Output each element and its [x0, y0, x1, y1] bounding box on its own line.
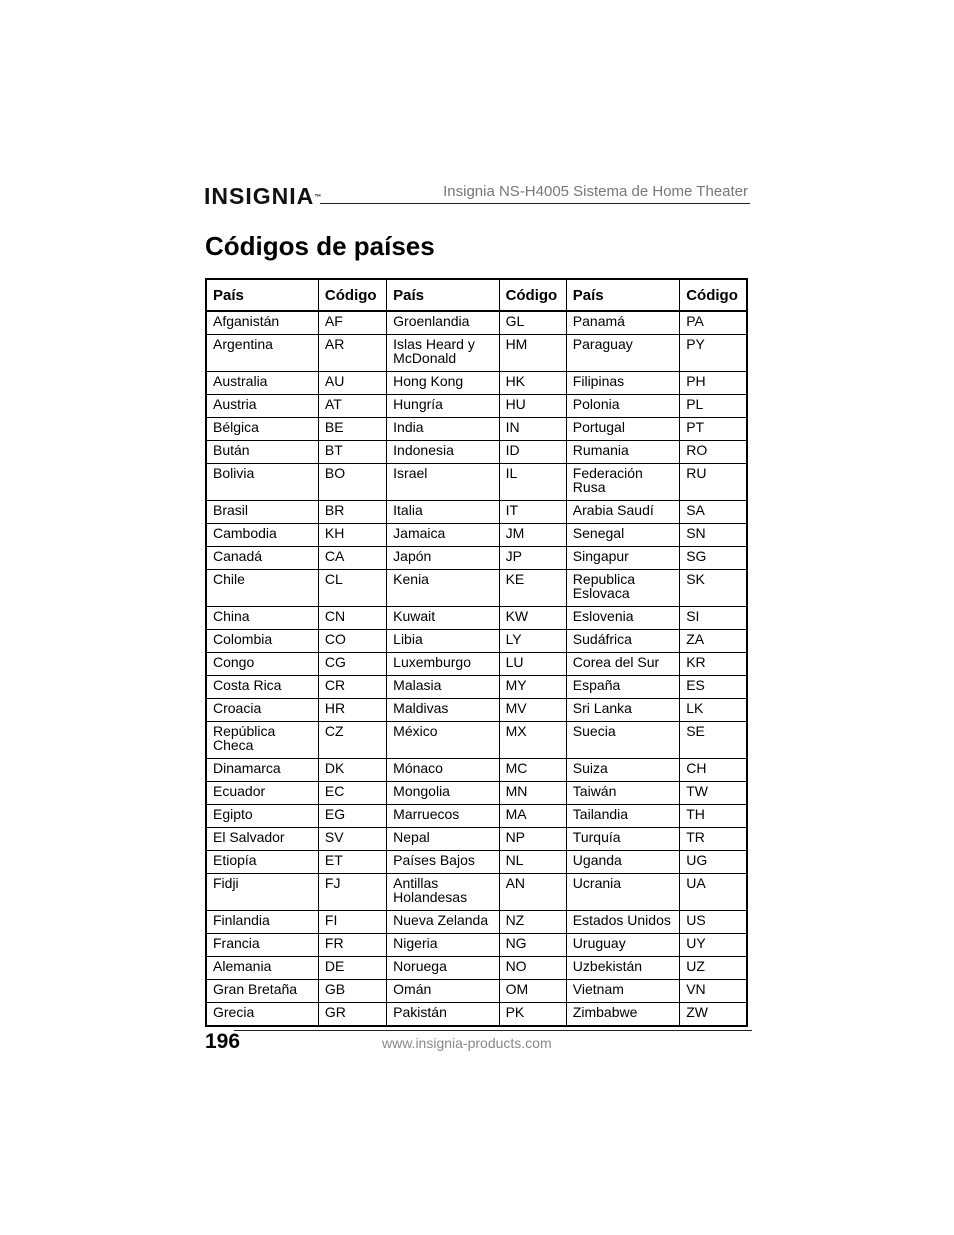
country-code-cell: TW — [680, 782, 747, 805]
country-name-cell: Uganda — [566, 851, 679, 874]
column-header-pais: País — [566, 279, 679, 311]
country-code-cell: HK — [499, 372, 566, 395]
country-code-cell: SI — [680, 607, 747, 630]
country-code-cell: KE — [499, 570, 566, 607]
table-row — [206, 805, 747, 828]
country-name-cell: Portugal — [566, 418, 679, 441]
country-name-cell: Tailandia — [566, 805, 679, 828]
country-name-cell: Luxemburgo — [387, 653, 499, 676]
country-code-cell: PL — [680, 395, 747, 418]
country-code-cell: PK — [499, 1003, 566, 1027]
country-code-cell: JM — [499, 524, 566, 547]
table-row — [206, 524, 747, 547]
trademark-symbol: ™ — [314, 194, 322, 201]
table-row — [206, 851, 747, 874]
country-name-cell: Noruega — [387, 957, 499, 980]
country-name-cell: Alemania — [206, 957, 318, 980]
country-code-cell: IL — [499, 464, 566, 501]
footer-url: www.insignia-products.com — [382, 1035, 552, 1051]
country-code-cell: FR — [318, 934, 386, 957]
country-name-cell: Omán — [387, 980, 499, 1003]
country-code-cell: SG — [680, 547, 747, 570]
country-name-cell: Suecia — [566, 722, 679, 759]
country-codes-table — [205, 278, 748, 1027]
country-name-cell: Bélgica — [206, 418, 318, 441]
table-row — [206, 464, 747, 501]
country-name-cell: Países Bajos — [387, 851, 499, 874]
country-code-cell: NZ — [499, 911, 566, 934]
table-row — [206, 570, 747, 607]
country-code-cell: CL — [318, 570, 386, 607]
country-name-cell: Ecuador — [206, 782, 318, 805]
country-name-cell: Corea del Sur — [566, 653, 679, 676]
table-row — [206, 957, 747, 980]
country-name-cell: Eslovenia — [566, 607, 679, 630]
table-row — [206, 653, 747, 676]
country-code-cell: HM — [499, 335, 566, 372]
column-header-codigo: Código — [318, 279, 386, 311]
country-code-cell: MA — [499, 805, 566, 828]
country-code-cell: NP — [499, 828, 566, 851]
table-row — [206, 676, 747, 699]
country-code-cell: MC — [499, 759, 566, 782]
country-code-cell: FJ — [318, 874, 386, 911]
table-row — [206, 1003, 747, 1027]
country-name-cell: Afganistán — [206, 311, 318, 335]
country-name-cell: Sri Lanka — [566, 699, 679, 722]
country-name-cell: México — [387, 722, 499, 759]
country-code-cell: UZ — [680, 957, 747, 980]
country-name-cell: Croacia — [206, 699, 318, 722]
country-name-cell: Singapur — [566, 547, 679, 570]
country-name-cell: El Salvador — [206, 828, 318, 851]
country-code-cell: GR — [318, 1003, 386, 1027]
country-code-cell: RO — [680, 441, 747, 464]
country-name-cell: Taiwán — [566, 782, 679, 805]
country-name-cell: Bután — [206, 441, 318, 464]
country-name-cell: Mónaco — [387, 759, 499, 782]
country-name-cell: Grecia — [206, 1003, 318, 1027]
country-name-cell: Estados Unidos — [566, 911, 679, 934]
country-code-cell: NO — [499, 957, 566, 980]
country-code-cell: FI — [318, 911, 386, 934]
country-name-cell: Australia — [206, 372, 318, 395]
logo-text: INSIGNIA — [204, 183, 315, 209]
country-name-cell: Malasia — [387, 676, 499, 699]
country-code-cell: RU — [680, 464, 747, 501]
country-code-cell: NG — [499, 934, 566, 957]
country-code-cell: PA — [680, 311, 747, 335]
table-row — [206, 607, 747, 630]
country-name-cell: Marruecos — [387, 805, 499, 828]
country-code-cell: JP — [499, 547, 566, 570]
country-name-cell: Uruguay — [566, 934, 679, 957]
country-name-cell: Costa Rica — [206, 676, 318, 699]
country-code-cell: PT — [680, 418, 747, 441]
country-code-cell: PH — [680, 372, 747, 395]
country-code-cell: MY — [499, 676, 566, 699]
country-code-cell: BO — [318, 464, 386, 501]
country-name-cell: Kenia — [387, 570, 499, 607]
country-name-cell: Polonia — [566, 395, 679, 418]
footer-rule — [234, 1030, 752, 1031]
country-code-cell: MN — [499, 782, 566, 805]
table-row — [206, 828, 747, 851]
country-code-cell: ID — [499, 441, 566, 464]
country-name-cell: Nepal — [387, 828, 499, 851]
country-code-cell: IT — [499, 501, 566, 524]
table-row — [206, 980, 747, 1003]
country-code-cell: KW — [499, 607, 566, 630]
country-code-cell: ET — [318, 851, 386, 874]
country-name-cell: Kuwait — [387, 607, 499, 630]
country-name-cell: Brasil — [206, 501, 318, 524]
country-name-cell: Congo — [206, 653, 318, 676]
table-row — [206, 911, 747, 934]
table-row — [206, 759, 747, 782]
country-name-cell: Hungría — [387, 395, 499, 418]
country-name-cell: Republica Eslovaca — [566, 570, 679, 607]
country-code-cell: BR — [318, 501, 386, 524]
country-name-cell: Hong Kong — [387, 372, 499, 395]
table-row — [206, 441, 747, 464]
country-code-cell: EC — [318, 782, 386, 805]
country-name-cell: Japón — [387, 547, 499, 570]
country-name-cell: China — [206, 607, 318, 630]
country-name-cell: Gran Bretaña — [206, 980, 318, 1003]
table-header-row — [206, 279, 747, 311]
country-name-cell: Jamaica — [387, 524, 499, 547]
country-code-cell: UG — [680, 851, 747, 874]
table-body — [206, 311, 747, 1026]
country-name-cell: Argentina — [206, 335, 318, 372]
country-code-cell: SA — [680, 501, 747, 524]
column-header-codigo: Código — [680, 279, 747, 311]
header-rule — [320, 203, 750, 204]
country-code-cell: CG — [318, 653, 386, 676]
column-header-pais: País — [206, 279, 318, 311]
country-name-cell: Uzbekistán — [566, 957, 679, 980]
country-code-cell: KR — [680, 653, 747, 676]
country-code-cell: LY — [499, 630, 566, 653]
country-name-cell: Nueva Zelanda — [387, 911, 499, 934]
country-name-cell: Ucrania — [566, 874, 679, 911]
country-code-cell: OM — [499, 980, 566, 1003]
table-row — [206, 782, 747, 805]
country-name-cell: Pakistán — [387, 1003, 499, 1027]
column-header-pais: País — [387, 279, 499, 311]
country-code-cell: GB — [318, 980, 386, 1003]
country-name-cell: España — [566, 676, 679, 699]
country-code-cell: AF — [318, 311, 386, 335]
country-name-cell: Fidji — [206, 874, 318, 911]
country-name-cell: Francia — [206, 934, 318, 957]
table-row — [206, 722, 747, 759]
table-row — [206, 372, 747, 395]
country-name-cell: Libia — [387, 630, 499, 653]
country-code-cell: CA — [318, 547, 386, 570]
header-title: Insignia NS-H4005 Sistema de Home Theater — [443, 183, 748, 200]
country-code-cell: ZA — [680, 630, 747, 653]
table-row — [206, 934, 747, 957]
table-row — [206, 874, 747, 911]
country-name-cell: Sudáfrica — [566, 630, 679, 653]
country-name-cell: Zimbabwe — [566, 1003, 679, 1027]
country-code-cell: KH — [318, 524, 386, 547]
country-code-cell: AN — [499, 874, 566, 911]
country-code-cell: US — [680, 911, 747, 934]
country-code-cell: MX — [499, 722, 566, 759]
country-name-cell: Arabia Saudí — [566, 501, 679, 524]
country-name-cell: Dinamarca — [206, 759, 318, 782]
country-name-cell: Rumania — [566, 441, 679, 464]
country-name-cell: Chile — [206, 570, 318, 607]
country-code-cell: GL — [499, 311, 566, 335]
country-code-cell: SV — [318, 828, 386, 851]
country-code-cell: MV — [499, 699, 566, 722]
table-header — [206, 279, 747, 311]
table-row — [206, 630, 747, 653]
country-code-cell: LK — [680, 699, 747, 722]
country-name-cell: Antillas Holandesas — [387, 874, 499, 911]
column-header-codigo: Código — [499, 279, 566, 311]
country-code-cell: CO — [318, 630, 386, 653]
country-name-cell: India — [387, 418, 499, 441]
country-name-cell: Finlandia — [206, 911, 318, 934]
table-row — [206, 547, 747, 570]
country-code-cell: IN — [499, 418, 566, 441]
table-row — [206, 395, 747, 418]
country-name-cell: Islas Heard y McDonald — [387, 335, 499, 372]
country-code-cell: HR — [318, 699, 386, 722]
insignia-logo — [204, 183, 321, 209]
country-name-cell: Turquía — [566, 828, 679, 851]
country-name-cell: Senegal — [566, 524, 679, 547]
country-name-cell: Nigeria — [387, 934, 499, 957]
table-row — [206, 501, 747, 524]
country-code-cell: PY — [680, 335, 747, 372]
country-name-cell: Indonesia — [387, 441, 499, 464]
country-name-cell: Israel — [387, 464, 499, 501]
country-name-cell: Austria — [206, 395, 318, 418]
country-code-cell: CH — [680, 759, 747, 782]
country-code-cell: EG — [318, 805, 386, 828]
country-code-cell: ZW — [680, 1003, 747, 1027]
country-code-cell: TH — [680, 805, 747, 828]
country-code-cell: ES — [680, 676, 747, 699]
country-name-cell: Paraguay — [566, 335, 679, 372]
country-code-cell: TR — [680, 828, 747, 851]
page-title: Códigos de países — [205, 231, 435, 261]
table-row — [206, 699, 747, 722]
country-name-cell: Maldivas — [387, 699, 499, 722]
country-name-cell: República Checa — [206, 722, 318, 759]
country-name-cell: Canadá — [206, 547, 318, 570]
country-name-cell: Suiza — [566, 759, 679, 782]
country-name-cell: Groenlandia — [387, 311, 499, 335]
country-code-cell: SE — [680, 722, 747, 759]
country-code-cell: CZ — [318, 722, 386, 759]
page-number: 196 — [205, 1030, 241, 1053]
country-code-cell: UY — [680, 934, 747, 957]
country-code-cell: NL — [499, 851, 566, 874]
country-code-cell: UA — [680, 874, 747, 911]
country-code-cell: AU — [318, 372, 386, 395]
country-codes-table-container — [205, 278, 748, 1027]
table-row — [206, 311, 747, 335]
country-code-cell: LU — [499, 653, 566, 676]
country-name-cell: Panamá — [566, 311, 679, 335]
country-code-cell: BE — [318, 418, 386, 441]
country-name-cell: Filipinas — [566, 372, 679, 395]
country-code-cell: BT — [318, 441, 386, 464]
country-name-cell: Egipto — [206, 805, 318, 828]
country-name-cell: Cambodia — [206, 524, 318, 547]
country-code-cell: DK — [318, 759, 386, 782]
country-code-cell: DE — [318, 957, 386, 980]
table-row — [206, 335, 747, 372]
country-code-cell: CN — [318, 607, 386, 630]
country-code-cell: AR — [318, 335, 386, 372]
country-name-cell: Federación Rusa — [566, 464, 679, 501]
country-name-cell: Vietnam — [566, 980, 679, 1003]
country-code-cell: HU — [499, 395, 566, 418]
country-name-cell: Bolivia — [206, 464, 318, 501]
country-code-cell: SN — [680, 524, 747, 547]
country-name-cell: Mongolia — [387, 782, 499, 805]
country-name-cell: Colombia — [206, 630, 318, 653]
country-code-cell: CR — [318, 676, 386, 699]
country-code-cell: VN — [680, 980, 747, 1003]
table-row — [206, 418, 747, 441]
country-name-cell: Etiopía — [206, 851, 318, 874]
country-code-cell: AT — [318, 395, 386, 418]
country-name-cell: Italia — [387, 501, 499, 524]
country-code-cell: SK — [680, 570, 747, 607]
